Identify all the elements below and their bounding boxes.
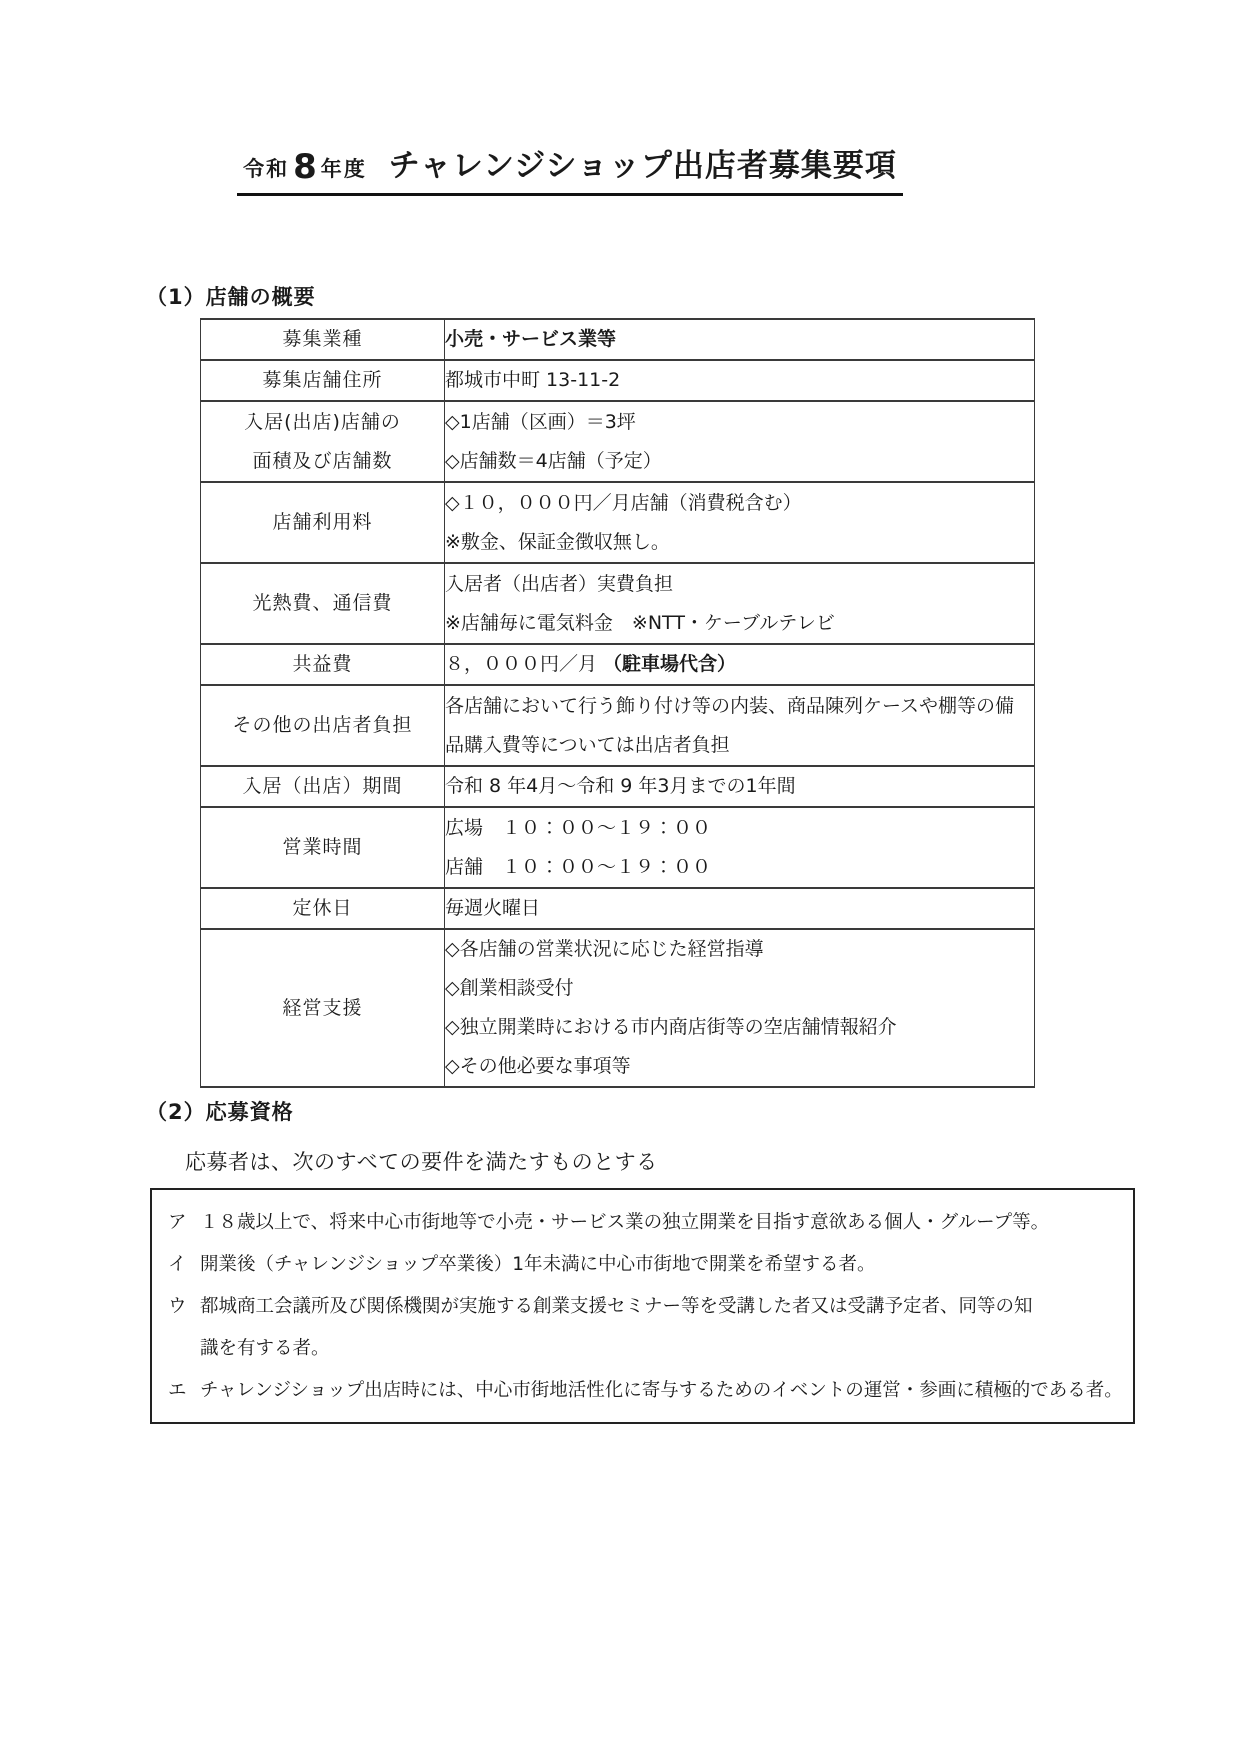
value-text: 各店舗において行う飾り付け等の内装、商品陳列ケースや棚等の備 — [445, 694, 1015, 717]
row-label — [201, 644, 445, 685]
eligibility-box — [150, 1188, 1135, 1424]
row-label — [201, 360, 445, 401]
row-label — [201, 807, 445, 888]
value-text: 都城市中町 13-11-2 — [445, 369, 621, 391]
item-marker: イ — [168, 1254, 187, 1275]
eligibility-item-i — [168, 1244, 1117, 1286]
item-line: チャレンジショップ出店時には、中心市街地活性化に寄与するためのイベントの運営・参画に積極的である者。 — [200, 1380, 1123, 1401]
section1-heading: （1）店舗の概要 — [146, 285, 316, 309]
label-text: 営業時間 — [282, 836, 363, 858]
item-line: 開業後（チャレンジショップ卒業後）1年未満に中心市街地で開業を希望する者。 — [200, 1254, 876, 1275]
table-row-hours — [201, 807, 1035, 888]
row-label — [201, 929, 445, 1087]
row-label — [201, 685, 445, 766]
value-text-bold: （駐車場代含） — [603, 653, 737, 675]
row-label — [201, 563, 445, 644]
item-line: 都城商工会議所及び関係機関が実施する創業支援セミナー等を受講した者又は受講予定者、同等の知 — [200, 1296, 1033, 1317]
row-label — [201, 401, 445, 482]
table-row-period — [201, 766, 1035, 807]
label-text: 入居（出店）期間 — [242, 775, 403, 797]
label-text: 面積及び店舗数 — [252, 449, 393, 472]
document-title — [0, 140, 1140, 196]
item-line: １８歳以上で、将来中心市街地等で小売・サービス業の独立開業を目指す意欲ある個人・グループ等。 — [200, 1212, 1050, 1233]
row-label — [201, 482, 445, 563]
label-text: 共益費 — [292, 653, 353, 675]
item-marker: ウ — [168, 1296, 187, 1317]
label-text: 経営支援 — [282, 996, 363, 1019]
shop-overview-table — [200, 318, 1035, 1088]
value-text: 令和 8 年4月～令和 9 年3月までの1年間 — [445, 775, 796, 797]
value-text: ◇１０，０００円／月店舗（消費税含む） — [445, 491, 802, 514]
label-text: その他の出店者負担 — [232, 714, 413, 736]
row-label — [201, 888, 445, 929]
document-title-text — [237, 140, 903, 196]
table-row-common-fee — [201, 644, 1035, 685]
row-value — [445, 807, 1035, 888]
table-row-area-count — [201, 401, 1035, 482]
value-text: ◇店舗数＝4店舗（予定） — [445, 449, 662, 472]
title-era: 令和 — [243, 157, 290, 181]
value-text: 店舗 １０：００～１９：００ — [445, 855, 712, 878]
row-value — [445, 563, 1035, 644]
row-value — [445, 766, 1035, 807]
value-text: 小売・サービス業等 — [445, 328, 617, 350]
value-text: ※敷金、保証金徴収無し。 — [445, 530, 670, 553]
title-year-suffix: 年度 — [320, 157, 367, 181]
value-text — [445, 645, 1034, 684]
value-text: 毎週火曜日 — [445, 897, 541, 919]
item-text — [200, 1370, 1123, 1412]
row-value — [445, 644, 1035, 685]
title-main: チャレンジショップ出店者募集要項 — [388, 148, 897, 184]
row-value — [445, 319, 1035, 360]
value-text: ◇創業相談受付 — [445, 977, 574, 999]
eligibility-item-a — [168, 1202, 1117, 1244]
label-text: 光熱費、通信費 — [252, 592, 393, 614]
row-value — [445, 929, 1035, 1087]
value-text: 入居者（出店者）実費負担 — [445, 572, 674, 595]
row-value — [445, 360, 1035, 401]
value-text: ◇その他必要な事項等 — [445, 1055, 631, 1077]
value-text: 品購入費等については出店者負担 — [445, 733, 730, 756]
row-value — [445, 482, 1035, 563]
value-text: ◇独立開業時における市内商店街等の空店舗情報紹介 — [445, 1016, 897, 1038]
label-text: 店舗利用料 — [272, 511, 373, 533]
label-text: 募集業種 — [282, 328, 363, 350]
table-row-closed-day — [201, 888, 1035, 929]
label-text: 入居(出店)店舗の — [244, 410, 401, 433]
item-text — [200, 1286, 1117, 1370]
label-text: 募集店舗住所 — [262, 369, 383, 391]
table-row-business-type — [201, 319, 1035, 360]
table-row-other-costs — [201, 685, 1035, 766]
label-text: 定休日 — [292, 897, 353, 919]
section2-lead: 応募者は、次のすべての要件を満たすものとする — [185, 1150, 658, 1174]
row-label — [201, 766, 445, 807]
item-text — [200, 1244, 1117, 1286]
table-row-usage-fee — [201, 482, 1035, 563]
item-marker: ア — [168, 1212, 187, 1233]
section2-heading: （2）応募資格 — [146, 1100, 294, 1124]
item-text — [200, 1202, 1117, 1244]
row-value — [445, 685, 1035, 766]
row-label — [201, 319, 445, 360]
row-value — [445, 888, 1035, 929]
eligibility-item-e — [168, 1370, 1123, 1412]
title-year: 8 — [293, 147, 317, 187]
value-text: ※店舗毎に電気料金 ※NTT・ケーブルテレビ — [445, 611, 835, 634]
value-text: ◇各店舗の営業状況に応じた経営指導 — [445, 938, 764, 960]
table-row-utilities — [201, 563, 1035, 644]
item-line: 識を有する者。 — [200, 1338, 330, 1359]
item-marker: エ — [168, 1380, 187, 1401]
value-text: ◇1店舗（区画）＝3坪 — [445, 410, 636, 433]
value-text-normal: ８，０００円／月 — [445, 653, 604, 675]
value-text: 広場 １０：００～１９：００ — [445, 816, 712, 839]
table-row-management-support — [201, 929, 1035, 1087]
table-row-address — [201, 360, 1035, 401]
eligibility-item-u — [168, 1286, 1117, 1370]
row-value — [445, 401, 1035, 482]
